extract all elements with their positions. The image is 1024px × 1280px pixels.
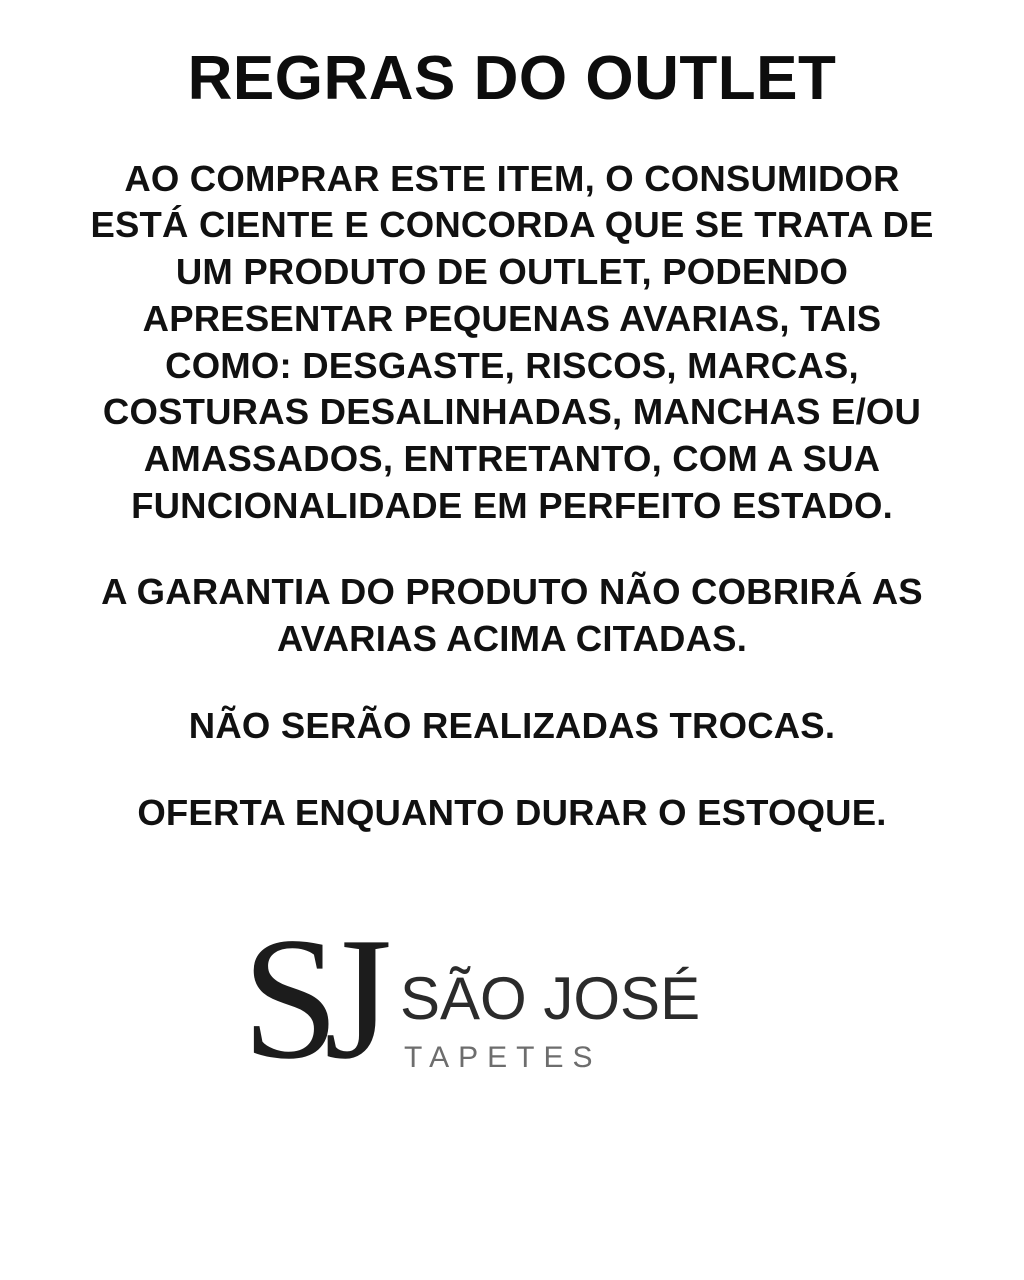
paragraph-no-exchanges: NÃO SERÃO REALIZADAS TROCAS. — [188, 704, 836, 746]
brand-logo — [152, 902, 872, 1112]
sao-jose-tapetes-logo-icon — [232, 907, 792, 1107]
logo-tagline-text: TAPETES — [404, 1041, 602, 1075]
paragraph-warranty-notice: A GARANTIA DO PRODUTO NÃO COBRIRÁ AS AVARIAS ACIMA CITADAS. — [101, 571, 923, 660]
rules-text-block — [82, 156, 942, 837]
logo-monogram-text: S — [242, 907, 340, 1096]
page-title: REGRAS DO OUTLET — [187, 44, 837, 113]
paragraph-stock-offer: OFERTA ENQUANTO DURAR O ESTOQUE. — [137, 791, 887, 833]
logo-monogram-text-j: J — [324, 907, 393, 1096]
paragraph-outlet-terms: AO COMPRAR ESTE ITEM, O CONSUMIDOR ESTÁ CIENTE E CONCORDA QUE SE TRATA DE UM PRODUTO DE OUTLET, PODENDO APRESENTAR PEQUENAS AVARIAS, TAIS COMO: DESGASTE, RISCOS, MARCAS, COSTURAS DESALINHADAS, MANCHAS E/OU AMASSADOS, ENTRETANTO, COM A SUA FUNCIONALIDADE EM PERFEITO ESTADO. — [90, 157, 934, 526]
logo-brand-text: SÃO JOSÉ — [400, 965, 701, 1033]
